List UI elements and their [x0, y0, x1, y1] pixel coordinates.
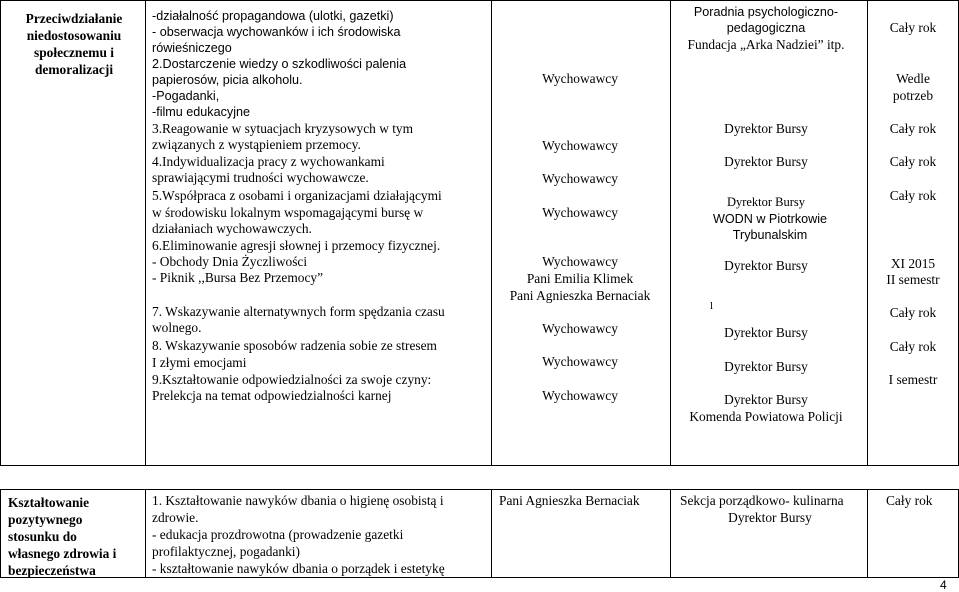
task-line: Prelekcja na temat odpowiedzialności karnej: [152, 388, 392, 403]
cooperation-line: WODN w Piotrkowie: [712, 212, 828, 226]
table2-col-divider: [867, 489, 868, 578]
table2-border-top: [0, 489, 959, 490]
cooperation-line: Dyrektor Bursy: [726, 195, 806, 209]
page-number: 4: [940, 578, 947, 592]
task-line: związanych z wystąpieniem przemocy.: [152, 137, 361, 152]
task-line: zdrowie.: [152, 510, 199, 525]
cooperation-line: l: [710, 300, 714, 312]
table1-border-bottom: [0, 465, 959, 466]
responsible-line: Wychowawcy: [542, 388, 618, 403]
responsible-line: Pani Agnieszka Bernaciak: [509, 288, 651, 303]
time-line: XI 2015: [890, 256, 936, 271]
task-line: rówieśniczego: [152, 41, 232, 55]
cooperation-line: Trybunalskim: [732, 228, 808, 242]
task-line: - Piknik ,,Bursa Bez Przemocy”: [152, 270, 324, 285]
task-line: -filmu edukacyjne: [152, 105, 250, 119]
responsible-line: Wychowawcy: [542, 321, 618, 336]
cooperation-line: Dyrektor Bursy: [728, 510, 812, 525]
table1-col-divider: [491, 0, 492, 466]
task-line: 2.Dostarczenie wiedzy o szkodliwości palenia: [152, 57, 407, 71]
cooperation-line: Sekcja porządkowo- kulinarna: [680, 493, 844, 508]
area-label: Przeciwdziałanie niedostosowaniu społecznemu i demoralizacji: [25, 11, 123, 77]
task-line: 4.Indywidualizacja pracy z wychowankami: [152, 154, 385, 169]
table1-col-divider: [145, 0, 146, 466]
task-line: 8. Wskazywanie sposobów radzenia sobie ze stresem: [152, 338, 437, 353]
time-line: II semestr: [886, 272, 940, 287]
task-line: w środowisku lokalnym wspomagającymi bursę w: [152, 205, 424, 220]
task-line: 9.Kształtowanie odpowiedzialności za swoje czyny:: [152, 372, 432, 387]
time-line: Cały rok: [889, 305, 937, 320]
task-line: -działalność propagandowa (ulotki, gazetki): [152, 9, 394, 23]
area-label-line: bezpieczeństwa: [8, 563, 96, 578]
task-line: papierosów, picia alkoholu.: [152, 73, 303, 87]
cooperation-line: Dyrektor Bursy: [724, 392, 808, 407]
time-line: Cały rok: [889, 188, 937, 203]
task-line: 7. Wskazywanie alternatywnych form spędzania czasu: [152, 304, 445, 319]
time-line: Wedle: [896, 71, 930, 86]
cooperation-line: Dyrektor Bursy: [724, 154, 808, 169]
table2-col-divider: [145, 489, 146, 578]
cooperation-line: Komenda Powiatowa Policji: [689, 409, 843, 424]
table2-border-left: [0, 489, 1, 578]
task-line: - obserwacja wychowanków i ich środowiska: [152, 25, 401, 39]
task-line: działaniach wychowawczych.: [152, 221, 312, 236]
task-line: I złymi emocjami: [152, 355, 247, 370]
cooperation-line: Dyrektor Bursy: [724, 258, 808, 273]
area-label-line: pozytywnego: [8, 512, 83, 527]
responsible-line: Wychowawcy: [542, 138, 618, 153]
task-line: -Pogadanki,: [152, 89, 220, 103]
time-line: Cały rok: [889, 121, 937, 136]
task-line: 5.Współpraca z osobami i organizacjami działającymi: [152, 188, 442, 203]
time-line: Cały rok: [889, 339, 937, 354]
cooperation-line: Dyrektor Bursy: [724, 359, 808, 374]
table1-border-top: [0, 0, 959, 1]
responsible-line: Pani Agnieszka Bernaciak: [499, 493, 640, 508]
time-line: potrzeb: [892, 88, 934, 103]
area-label-line: stosunku do: [8, 529, 77, 544]
cooperation-line: pedagogiczna: [726, 21, 806, 35]
task-line: - Obchody Dnia Życzliwości: [152, 254, 308, 269]
table2-col-divider: [491, 489, 492, 578]
time-line: Cały rok: [889, 154, 937, 169]
task-line: profilaktycznej, pogadanki): [152, 544, 300, 559]
responsible-line: Wychowawcy: [542, 354, 618, 369]
table2-border-bottom: [0, 577, 959, 578]
task-line: - edukacja prozdrowotna (prowadzenie gazetki: [152, 527, 404, 542]
time-line: I semestr: [888, 372, 938, 387]
task-line: 3.Reagowanie w sytuacjach kryzysowych w tym: [152, 121, 414, 136]
responsible-line: Wychowawcy: [542, 171, 618, 186]
cooperation-line: Fundacja „Arka Nadziei” itp.: [687, 37, 845, 52]
cooperation-line: Poradnia psychologiczno-: [693, 5, 839, 19]
responsible-line: Pani Emilia Klimek: [526, 271, 634, 286]
task-line: - kształtowanie nawyków dbania o porządek i estetykę: [152, 561, 445, 576]
table1-col-divider: [670, 0, 671, 466]
time-line: Cały rok: [886, 493, 933, 508]
responsible-line: Wychowawcy: [542, 254, 618, 269]
task-line: sprawiającymi trudności wychowawcze.: [152, 170, 369, 185]
area-label-line: Kształtowanie: [8, 495, 90, 510]
time-line: Cały rok: [889, 20, 937, 35]
cooperation-line: Dyrektor Bursy: [724, 325, 808, 340]
area-label-line: własnego zdrowia i: [8, 546, 117, 561]
table1-border-left: [0, 0, 1, 466]
responsible-line: Wychowawcy: [542, 71, 618, 86]
table2-col-divider: [670, 489, 671, 578]
cooperation-line: Dyrektor Bursy: [724, 121, 808, 136]
task-line: 6.Eliminowanie agresji słownej i przemocy fizycznej.: [152, 238, 441, 253]
task-line: wolnego.: [152, 320, 202, 335]
task-line: 1. Kształtowanie nawyków dbania o higienę osobistą i: [152, 493, 444, 508]
table1-col-divider: [867, 0, 868, 466]
responsible-line: Wychowawcy: [542, 205, 618, 220]
